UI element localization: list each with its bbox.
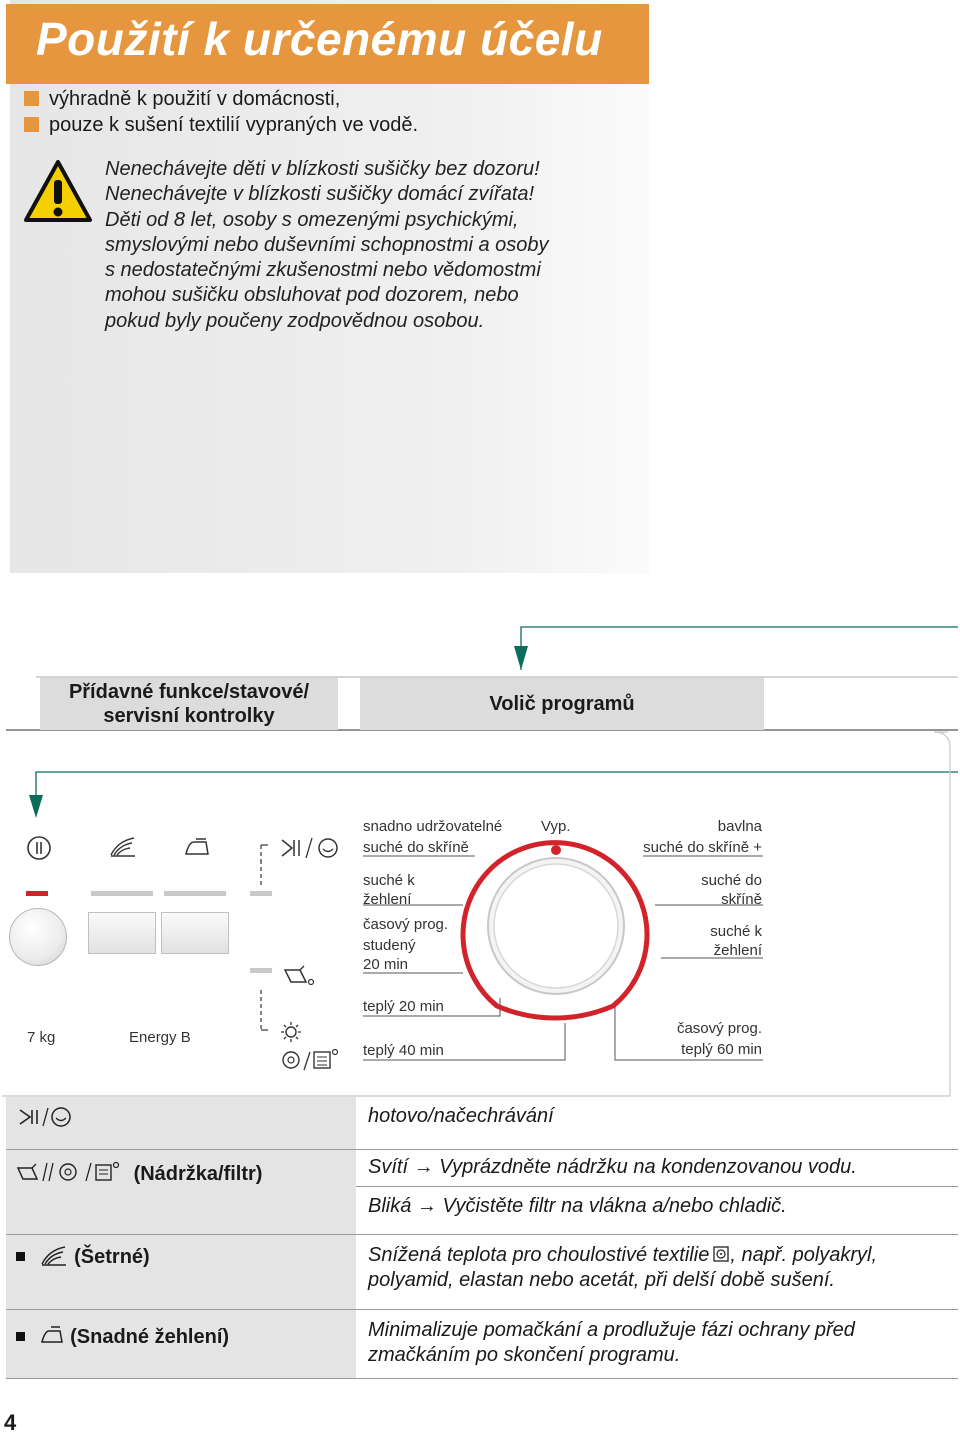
tank-filter-indicator xyxy=(250,968,272,973)
program-cupboard-dry-label: suché do skříně xyxy=(701,872,762,908)
program-iron-dry-right-label: suché k žehlení xyxy=(710,923,762,959)
table-row xyxy=(6,1235,958,1310)
warning-text: Nenechávejte děti v blízkosti sušičky bez dozoru! Nenechávejte v blízkosti sušičky domácí zvířata! Děti od 8 let, osoby s omezenými psychickými, smyslovými nebo duševními schopnostmi a osoby s nedostatečnými zkušenostmi nebo vědomostmi mohou sušičku obsluhovat pod dozorem, nebo pokud byly poučeny zodpovědnou osobou. xyxy=(105,158,549,332)
delicate-icon xyxy=(108,835,138,859)
legend-symbol-cell xyxy=(6,1097,356,1150)
easy-iron-icon xyxy=(39,1324,65,1346)
legend-symbol-cell xyxy=(6,1150,356,1235)
legend-desc-cell: Snížená teplota pro choulostivé textilie , např. polyakryl, polyamid, elastan nebo acetát, při delší době sušení. xyxy=(356,1235,958,1310)
bullet-square-icon xyxy=(24,117,39,132)
easy-iron-indicator xyxy=(164,891,226,896)
legend-symbol-cell xyxy=(6,1310,356,1379)
program-timed-warm-60-label: časový prog. teplý 60 min xyxy=(676,1020,762,1058)
page-number: 4 xyxy=(4,1410,17,1435)
legend-tank-filter-label: (Nádržka/filtr) xyxy=(133,1163,263,1185)
delicate-button[interactable] xyxy=(88,912,156,954)
bullet-square-icon xyxy=(24,91,39,106)
filter-icons xyxy=(258,990,348,1072)
program-iron-dry-left-label: suché k žehlení xyxy=(363,872,415,908)
start-pause-icon xyxy=(26,835,52,861)
bullet-square-icon xyxy=(16,1252,25,1261)
warning-icon xyxy=(22,156,94,228)
done-indicator xyxy=(250,891,272,896)
easy-iron-button[interactable] xyxy=(161,912,229,954)
program-off-label: Vyp. xyxy=(541,818,571,835)
water-tank-icon xyxy=(282,962,318,988)
functions-header: Přídavné funkce/stavové/ servisní kontrolky xyxy=(40,678,338,730)
start-pause-button[interactable] xyxy=(9,908,67,966)
program-easy-care-label: snadno udržovatelné suché do skříně xyxy=(363,818,503,856)
easy-iron-icon xyxy=(182,835,212,859)
delicate-indicator xyxy=(91,891,153,896)
table-row xyxy=(6,1310,958,1379)
program-cotton-label: bavlna suché do skříně + xyxy=(643,818,762,856)
bullet-square-icon xyxy=(16,1332,25,1341)
legend-desc-cell: hotovo/načechrávání xyxy=(356,1097,958,1150)
legend-easy-iron-label: (Snadné žehlení) xyxy=(70,1326,230,1348)
pointer-arrow-icon xyxy=(514,646,528,670)
program-warm-20-label: teplý 20 min xyxy=(363,998,444,1015)
legend-table xyxy=(6,1097,958,1379)
delicate-icon xyxy=(39,1245,69,1267)
bullet-item: výhradně k použití v domácnosti, xyxy=(24,88,340,111)
legend-desc-cell: Minimalizuje pomačkání a prodlužuje fázi ochrany před zmačkáním po skončení programu. xyxy=(356,1310,958,1379)
tank-filter-icon xyxy=(16,1160,128,1184)
program-selector-header: Volič programů xyxy=(360,678,764,730)
page-title: Použití k určenému účelu xyxy=(36,13,603,65)
start-indicator xyxy=(26,891,48,896)
program-timed-cold-label: časový prog. studený 20 min xyxy=(363,916,449,973)
table-row xyxy=(6,1097,958,1150)
energy-label: Energy B xyxy=(129,1029,191,1046)
done-antiwrinkle-icon xyxy=(16,1105,76,1129)
legend-symbol-cell xyxy=(6,1235,356,1310)
table-row xyxy=(6,1150,958,1235)
low-temp-care-icon xyxy=(712,1245,730,1263)
capacity-label: 7 kg xyxy=(27,1029,56,1046)
legend-delicate-label: (Šetrné) xyxy=(74,1246,150,1268)
program-warm-40-label: teplý 40 min xyxy=(363,1042,444,1059)
legend-desc-cell: Svítí → Vyprázdněte nádržku na kondenzovanou vodu. Bliká → Vyčistěte filtr na vlákna a/nebo chladič. xyxy=(356,1150,958,1235)
done-antiwrinkle-icon xyxy=(260,835,344,861)
bullet-item: pouze k sušení textilií vypraných ve vodě. xyxy=(24,114,418,137)
